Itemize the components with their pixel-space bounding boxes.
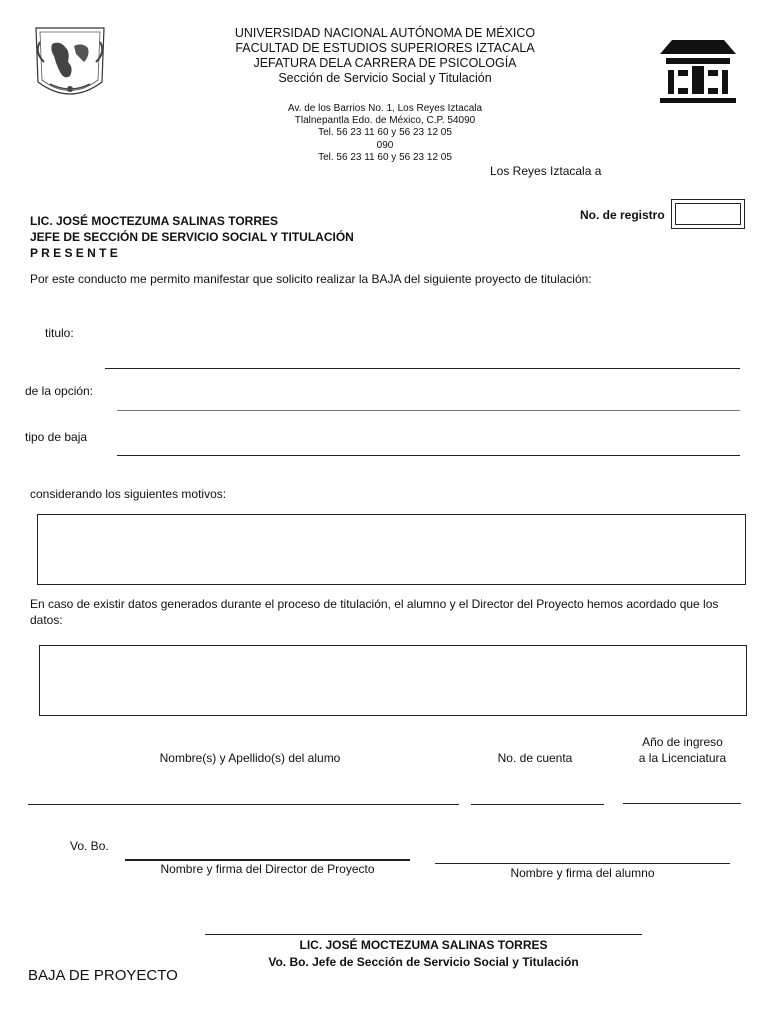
datos-label: En caso de existir datos generados durante el proceso de titulación, el alumno y el Director del Proyecto hemos acordado que los datos:	[30, 597, 719, 627]
tipo-baja-label: tipo de baja	[25, 430, 88, 444]
opcion-label: de la opción:	[25, 384, 94, 398]
recipient-presente: P R E S E N T E	[30, 246, 118, 260]
opcion-line	[117, 410, 740, 411]
motivos-label: considerando los siguientes motivos:	[30, 487, 227, 501]
recipient-name: LIC. JOSÉ MOCTEZUMA SALINAS TORRES	[30, 214, 279, 228]
director-signature-line[interactable]	[125, 859, 410, 861]
jefe-signature-line[interactable]	[205, 934, 642, 935]
recipient-title: JEFE DE SECCIÓN DE SERVICIO SOCIAL Y TITULACIÓN	[30, 230, 354, 244]
titulo-label: titulo:	[45, 326, 74, 340]
address-line: 090	[376, 139, 394, 151]
student-name-label: Nombre(s) y Apellido(s) del alumo	[159, 751, 341, 765]
address-block	[170, 103, 600, 164]
entry-year-label-line1: Año de ingreso	[642, 735, 723, 749]
header-faculty: FACULTAD DE ESTUDIOS SUPERIORES IZTACALA	[235, 41, 535, 55]
vobo-label: Vo. Bo.	[70, 839, 109, 853]
institution-header	[170, 26, 600, 86]
intro-text: Por este conducto me permito manifestar que solicito realizar la BAJA del siguiente proyecto de titulación:	[30, 272, 592, 286]
account-number-line[interactable]	[471, 804, 604, 805]
motivos-box[interactable]	[37, 514, 746, 585]
jefe-title: Vo. Bo. Jefe de Sección de Servicio Social y Titulación	[268, 955, 579, 969]
recipient-block	[30, 213, 354, 261]
address-line: Tlalnepantla Edo. de México, C.P. 54090	[294, 115, 476, 127]
student-signature-label: Nombre y firma del alumno	[510, 866, 655, 880]
director-signature-label: Nombre y firma del Director de Proyecto	[160, 862, 375, 876]
registro-label: No. de registro	[580, 208, 665, 222]
tipo-baja-line	[117, 455, 740, 456]
titulo-line	[105, 368, 740, 369]
phone-line: Tel. 56 23 11 60 y 56 23 12 05	[318, 127, 452, 139]
registro-box[interactable]	[671, 199, 745, 229]
entry-year-label	[615, 734, 750, 766]
phone-line: Tel. 56 23 11 60 y 56 23 12 05	[318, 151, 452, 163]
entry-year-line[interactable]	[623, 803, 741, 804]
address-line: Av. de los Barrios No. 1, Los Reyes Iztacala	[287, 103, 483, 114]
unam-seal-logo	[30, 22, 110, 106]
account-number-label: No. de cuenta	[497, 751, 573, 765]
place-date-label: Los Reyes Iztacala a	[490, 164, 602, 178]
form-name: BAJA DE PROYECTO	[28, 967, 178, 984]
header-university: UNIVERSIDAD NACIONAL AUTÓNOMA DE MÉXICO	[234, 26, 536, 40]
datos-box[interactable]	[39, 645, 747, 716]
student-name-line[interactable]	[28, 804, 459, 805]
fes-iztacala-logo	[658, 40, 738, 104]
entry-year-label-line2: a la Licenciatura	[638, 751, 727, 765]
jefe-name: LIC. JOSÉ MOCTEZUMA SALINAS TORRES	[299, 938, 548, 952]
header-jefatura: JEFATURA DELA CARRERA DE PSICOLOGÍA	[253, 56, 517, 70]
header-section: Sección de Servicio Social y Titulación	[278, 71, 492, 85]
jefe-signature-block	[205, 937, 642, 971]
student-signature-line[interactable]	[435, 863, 730, 864]
registro-input[interactable]	[675, 203, 741, 225]
